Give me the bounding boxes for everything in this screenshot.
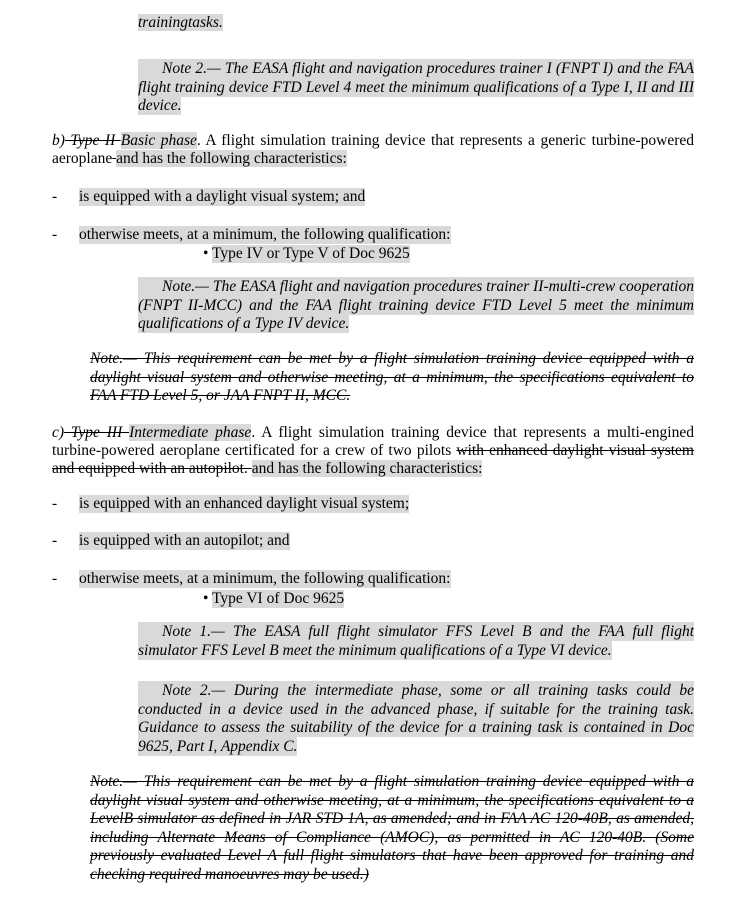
dash-marker: -	[52, 226, 58, 243]
section-intro: . A flight simulation training device that represents a generic turbine-powered aeroplane	[52, 132, 694, 167]
section-marker: c)	[52, 424, 65, 441]
section-title: Basic phase	[120, 132, 197, 149]
deleted-text: Type III	[64, 424, 130, 441]
note-text: The EASA full flight simulator FFS Level B and the FAA full flight simulator FFS Level B meet the minimum qualifications of a Type VI device.	[138, 623, 695, 659]
section-marker: b)	[52, 132, 65, 149]
note-label: Note 1.—	[162, 623, 233, 640]
list-item-text: otherwise meets, at a minimum, the following qualification:	[79, 226, 451, 243]
dash-marker: -	[52, 188, 58, 205]
deleted-note-b	[90, 350, 694, 406]
section-b-paragraph	[52, 132, 694, 168]
deleted-note-text: Note.— This requirement can be met by a flight simulation training device equipped with a daylight visual system and otherwise meeting, at a minimum, the specifications equivalent to FAA FTD Level 5, or JAA FNPT II, MCC.	[90, 350, 694, 404]
list-item-text: is equipped with an enhanced daylight visual system;	[79, 495, 410, 512]
note-2-intermediate	[138, 682, 694, 756]
section-intro: . A flight simulation training device that represents a multi-engined turbine-powered aeroplane certificated for a crew of two pilots	[52, 424, 694, 459]
deleted-text: Type II	[64, 132, 121, 149]
deleted-note-text: Note.— This requirement can be met by a flight simulation training device equipped with a daylight visual system and otherwise meeting, at a minimum, the specifications equivalent to a LevelB simulator as defined in JAR STD 1A, as amended; and in FAA AC 120-40B, as amended, including Alternate Means of Compliance (AMOC), as permitted in AC 120-40B. (Some previously evaluated Level A full flight simulators that have been approved for training and checking required manoeuvres may be used.)	[90, 773, 694, 883]
dash-marker: -	[52, 532, 58, 549]
list-item-text: otherwise meets, at a minimum, the following qualification:	[79, 570, 451, 587]
bullet-icon: •	[203, 590, 209, 607]
note-label: Note 2.—	[162, 682, 234, 699]
dash-marker: -	[52, 570, 58, 587]
note-text: The EASA flight and navigation procedures trainer II-multi-crew cooperation (FNPT II-MCC) and the FAA flight training device FTD Level 5 meet the minimum qualifications of a Type IV device.	[138, 278, 694, 332]
dash-marker: -	[52, 495, 58, 512]
list-item-text: is equipped with a daylight visual system; and	[79, 188, 366, 205]
note-type-i-ii-iii	[138, 60, 694, 116]
note-text: The EASA flight and navigation procedures trainer I (FNPT I) and the FAA flight training device FTD Level 4 meet the minimum qualifications of a Type I, II and III device.	[138, 60, 694, 114]
section-c-paragraph	[52, 424, 694, 478]
deleted-text: with enhanced daylight visual system and equipped with an autopilot.	[52, 442, 694, 477]
note-1-type-vi	[138, 623, 694, 660]
note-label: Note 2.—	[162, 60, 225, 77]
bullet-icon: •	[203, 245, 209, 262]
section-intro-end: and has the following characteristics:	[251, 460, 483, 477]
list-item-text: is equipped with an autopilot; and	[79, 532, 290, 549]
section-intro-end: and has the following characteristics:	[116, 150, 347, 167]
section-title: Intermediate phase	[129, 424, 252, 441]
note-label: Note.—	[162, 278, 213, 295]
note-type-iv	[138, 278, 694, 334]
bullet-item-text: Type VI of Doc 9625	[212, 590, 345, 607]
bullet-item-text: Type IV or Type V of Doc 9625	[212, 245, 410, 262]
top-fragment	[138, 14, 223, 32]
note-text: During the intermediate phase, some or all training tasks could be conducted in a device used in the advanced phase, if suitable for the training task. Guidance to assess the suitability of the device for a training task is contained in Doc 9625, Part I, Appendix C.	[138, 682, 694, 755]
deleted-note-c	[90, 773, 694, 884]
top-fragment-text: trainingtasks.	[138, 14, 223, 31]
